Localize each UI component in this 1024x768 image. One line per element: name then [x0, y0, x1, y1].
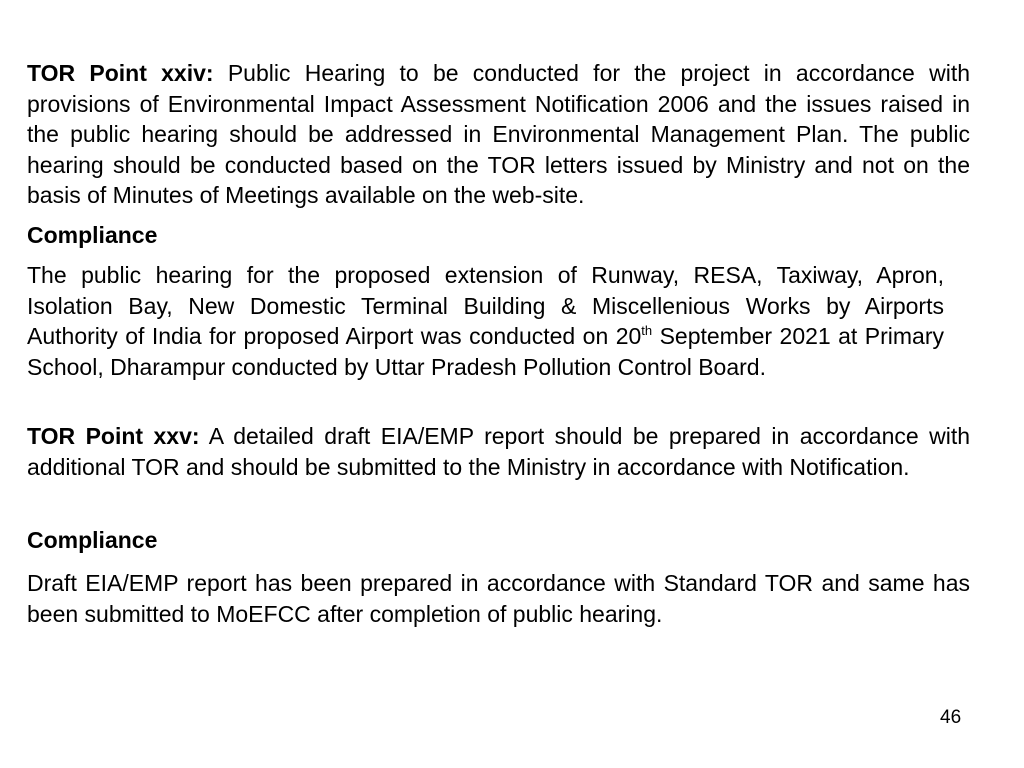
tor-point-xxiv-paragraph [27, 58, 970, 211]
compliance-heading-1: Compliance [27, 222, 158, 248]
tor-point-xxiv-text: Public Hearing to be conducted for the project in accordance with provisions of Environmental Impact Assessment Notification 2006 and the issues raised in the public hearing should be addressed in Environmental Management Plan. The public hearing should be conducted based on the TOR letters issued by Ministry and not on the basis of Minutes of Meetings available on the web-site. [27, 60, 970, 208]
tor-point-xxv-paragraph [27, 421, 970, 482]
tor-point-xxiv-label: TOR Point xxiv: [27, 60, 214, 86]
tor-point-xxv-label: TOR Point xxv: [27, 423, 200, 449]
compliance-2-paragraph: Draft EIA/EMP report has been prepared in accordance with Standard TOR and same has been submitted to MoEFCC after completion of public hearing. [27, 570, 970, 627]
date-superscript: th [641, 323, 653, 338]
compliance-1-text-before: The public hearing for the proposed extension of Runway, RESA, Taxiway, Apron, Isolation Bay, New Domestic Terminal Building & Miscellenious Works by Airports Authority of India for proposed Airport was conducted on 20 [27, 262, 944, 349]
page-number: 46 [940, 707, 962, 728]
tor-point-xxv-text: A detailed draft EIA/EMP report should be prepared in accordance with additional TOR and should be submitted to the Ministry in accordance with Notification. [27, 423, 971, 480]
compliance-1-text-after: September 2021 at Primary School, Dharampur conducted by Uttar Pradesh Pollution Control Board. [27, 323, 944, 380]
compliance-1-paragraph [27, 260, 944, 382]
compliance-heading-2: Compliance [27, 527, 158, 553]
